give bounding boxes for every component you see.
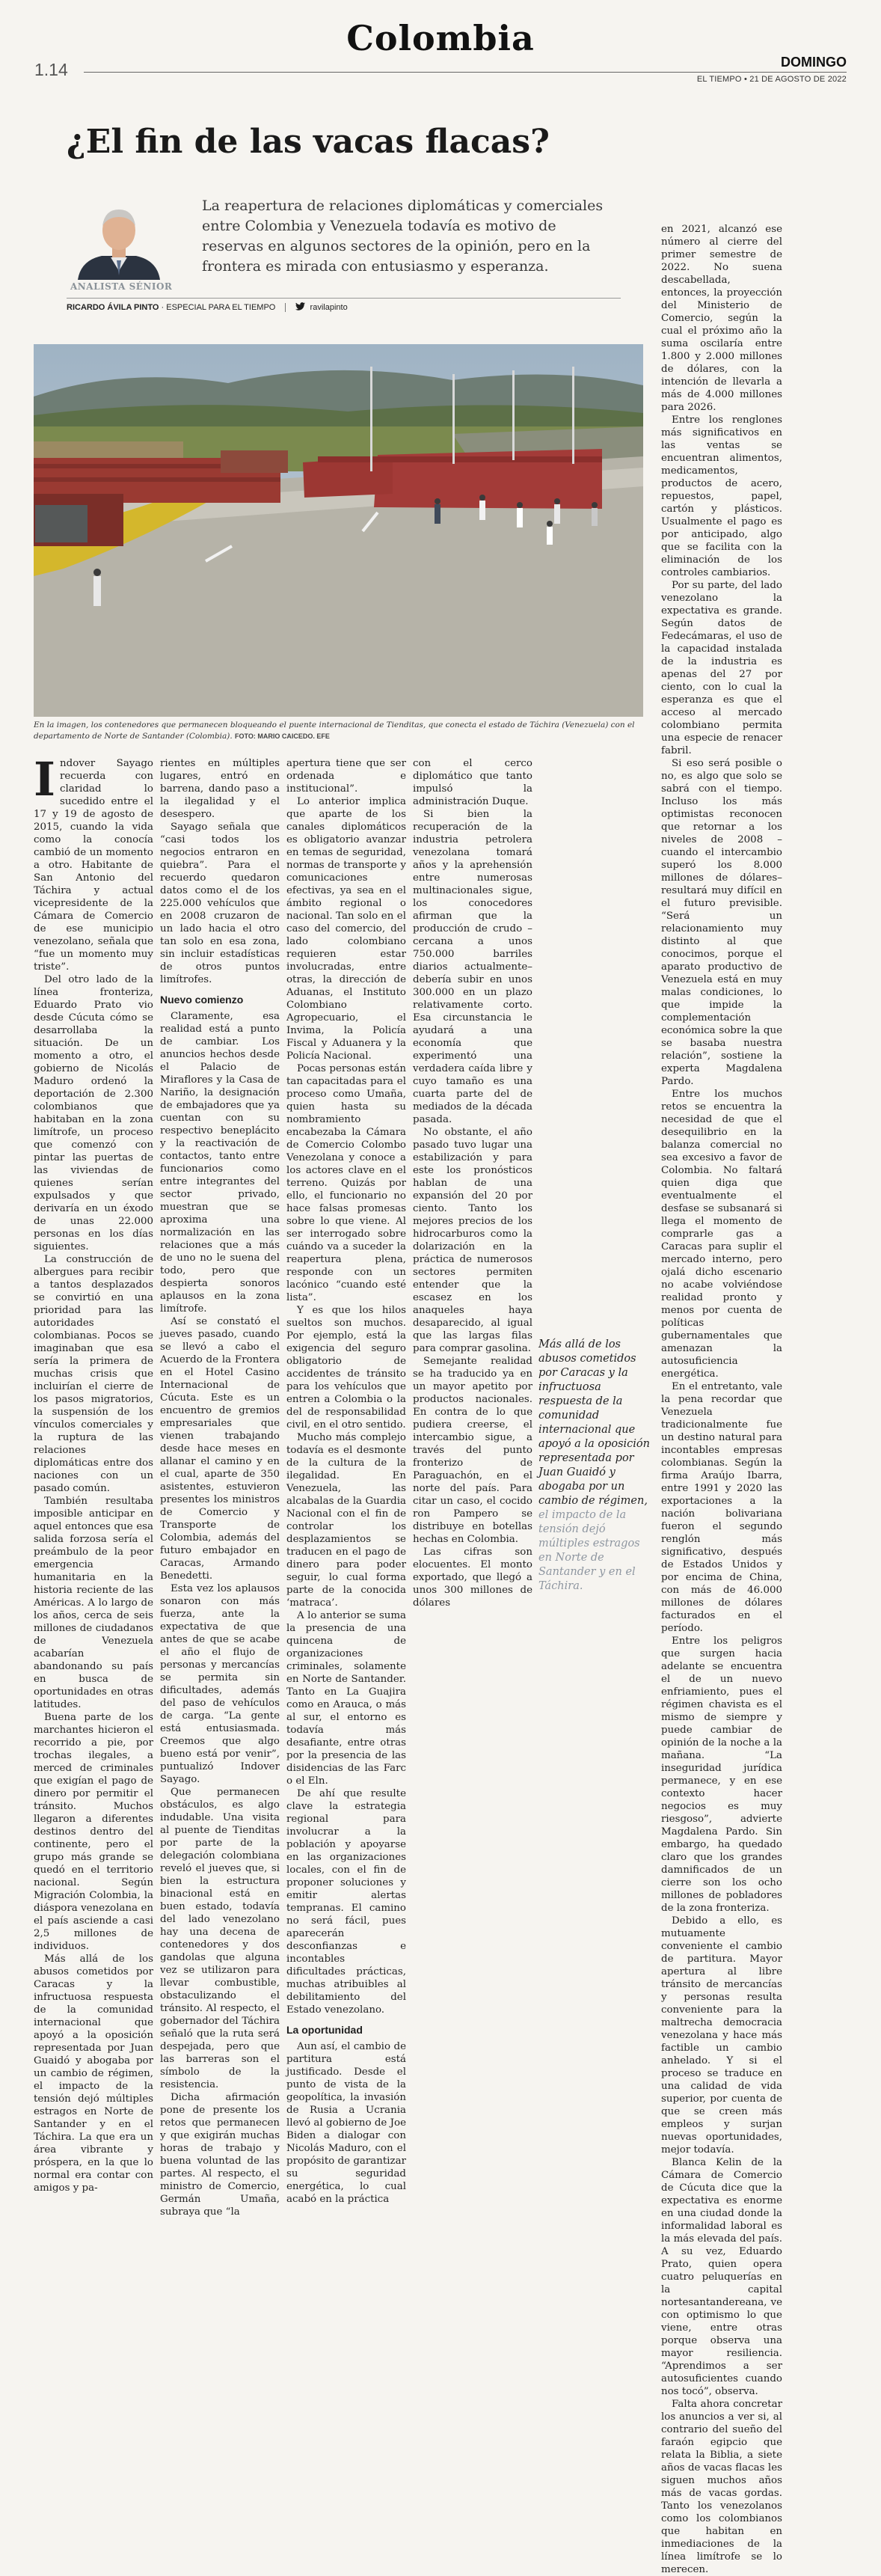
paragraph: Dicha afirmación pone de presente los retos que permanecen y que exigirán muchas horas de trabajo y buena voluntad de las partes. Al respecto, el ministro de Comercio, Germán Umaña, subraya que “la	[160, 2092, 280, 2218]
column-3	[286, 757, 406, 2206]
paragraph: apertura tiene que ser ordenada e institucional”.	[286, 758, 406, 795]
paragraph: Esta vez los aplausos sonaron con más fuerza, ante la expectativa de que antes de que se acabe el año el flujo de personas y mercancías se permita sin dificultades, además del paso de vehículos de carga. “La gente está entusiasmada. Creemos que algo bueno está por venir”, puntualizó Indover Sayago.	[160, 1583, 280, 1785]
twitter-handle[interactable]: ravilapinto	[310, 302, 348, 312]
paragraph: Mucho más complejo todavía es el desmonte de la cultura de la ilegalidad. En Venezuela, las alcabalas de la Guardia Nacional con el fin de controlar los desplazamientos se traducen en el pago de dinero para poder seguir, lo cual forma parte de la conocida ‘matraca’.	[286, 1432, 406, 1609]
paragraph: Por su parte, del lado venezolano la expectativa es grande. Según datos de Fedecámaras, el uso de la capacidad instalada de la industria es apenas del 27 por ciento, con lo cual la esperanza es que el acceso al mercado colombiano permita una especie de renacer fabril.	[661, 580, 782, 756]
paragraph: Entre los renglones más significativos en las ventas se encuentran alimentos, medicamentos, productos de acero, repuestos, papel, cartón y plásticos. Usualmente el pago es por anticipado, algo que se facilita con la eliminación de los controles cambiarios.	[661, 414, 782, 578]
paragraph: Y es que los hilos sueltos son muchos. Por ejemplo, está la exigencia del seguro obligatorio de accidentes de tránsito para los vehículos que entren a Colombia o la del de responsabilidad civil, en el otro sentido.	[286, 1305, 406, 1431]
paragraph: Así se constató el jueves pasado, cuando se llevó a cabo el Acuerdo de la Frontera en el Hotel Casino Internacional de Cúcuta. Este es un encuentro de gremios empresariales que vienen trabajando desde hace meses en allanar el camino y en el cual, aparte de 350 asistentes, estuvieron presentes los ministros de Comercio y Transporte de Colombia, además del futuro embajador en Caracas, Armando Benedetti.	[160, 1316, 280, 1582]
paragraph: con el cerco diplomático que tanto impulsó la administración Duque.	[413, 758, 532, 807]
paragraph: rientes en múltiples lugares, entró en barrena, dando paso a la ilegalidad y el desespero.	[160, 758, 280, 820]
byline	[67, 298, 621, 313]
paragraph: en 2021, alcanzó ese número al cierre del primer semestre de 2022. No suena descabellada, entonces, la proyección del Ministerio de Comercio, según la cual el próximo año la suma oscilaría entre 1.800 y 2.000 millones de dólares, con la intención de llevarla a más de 4.000 millones para 2026.	[661, 224, 782, 413]
paragraph: No obstante, el año pasado tuvo lugar una estabilización y para este los pronósticos hablan de una expansión del 20 por ciento. Tanto los mejores precios de los hidrocarburos como la dolarización en la práctica de numerosos sectores permiten entender que la escasez en los anaqueles haya desaparecido, al igual que las largas filas para comprar gasolina.	[413, 1127, 532, 1354]
paragraph	[34, 752, 153, 973]
paragraph: Claramente, esa realidad está a punto de cambiar. Los anuncios hechos desde el Palacio de Miraflores y la Casa de Nariño, la designación de embajadores que ya cuentan con su respectivo beneplácito y la reactivación de contactos, tanto entre funcionarios como entre integrantes del sector privado, muestran que se aproxima una normalización en las relaciones que a más de uno no le suena del todo, pero que despierta sonoros aplausos en la zona limítrofe.	[160, 1011, 280, 1315]
subheading: La oportunidad	[286, 2024, 363, 2036]
author-name: RICARDO ÁVILA PINTO	[67, 302, 159, 312]
paragraph: La construcción de albergues para recibir a tantos desplazados se convirtió en una prioridad para las autoridades colombianas. Pocos se imaginaban que esa sería la primera de muchas crisis que incluirían el cierre de los pasos migratorios, la suspensión de los vínculos comerciales y la ruptura de las relaciones diplomáticas entre dos naciones con un pasado común.	[34, 1254, 153, 1494]
paragraph-text: ndover Sayago recuerda con claridad lo sucedido entre el 17 y 19 de agosto de 2015, cuando la vida como la conocía cambió de un momento a otro. Habitante de San Antonio del Táchira y actual vicepresidente de la Cámara de Comercio de ese municipio venezolano, señala que “fue un momento muy triste”.	[34, 758, 153, 973]
twitter-icon	[295, 302, 305, 313]
paragraph: Aun así, el cambio de partitura está justificado. Desde el punto de vista de la geopolítica, la invasión de Rusia a Ucrania llevó al gobierno de Joe Biden a dialogar con Nicolás Maduro, con el propósito de garantizar su seguridad energética, lo cual acabó en la práctica	[286, 2041, 406, 2205]
paragraph: Si bien la recuperación de la industria petrolera venezolana tomará años y la aprehensión entre numerosas multinacionales sigue, los conocedores afirman que la producción de crudo –cercana a unos 750.000 barriles diarios actualmente– debería subir en unos 300.000 en un plazo relativamente corto. Esa circunstancia le ayudará a una economía que experimentó una verdadera caída libre y cuyo tamaño es una cuarta parte del de mediados de la década pasada.	[413, 809, 532, 1125]
author-affiliation: · ESPECIAL PARA EL TIEMPO	[161, 302, 276, 312]
caption-text: En la imagen, los contenedores que permanecen bloqueando el puente internacional de Tienditas, que conecta el estado de Táchira (Venezuela) con el departamento de Norte de Santander (Colombia).	[34, 721, 635, 741]
paragraph: Las cifras son elocuentes. El monto exportado, que llegó a unos 300 millones de dólares	[413, 1546, 532, 1609]
header-rule	[84, 72, 847, 73]
subheading: Nuevo comienzo	[160, 994, 244, 1006]
author-role: ANALISTA SÉNIOR	[70, 281, 173, 292]
paragraph: Semejante realidad se ha traducido ya en un mayor apetito por productos nacionales. En contra de lo que pudiera creerse, el intercambio sigue, a través del punto fronterizo de Paraguachón, en el norte del país. Para citar un caso, el cocido ron Pampero se distribuye en botellas hechas en Colombia.	[413, 1356, 532, 1545]
paragraph: Más allá de los abusos cometidos por Caracas y la infructuosa respuesta de la comunidad internacional que apoyó a la oposición representada por Juan Guaidó y abogaba por un cambio de régimen, el impacto de la tensión dejó múltiples estragos en Norte de Santander y en el Táchira. La que era un área vibrante y próspera, en la que lo normal era contar con amigos y pa-	[34, 1954, 153, 2194]
header-date: EL TIEMPO • 21 DE AGOSTO DE 2022	[696, 75, 847, 84]
column-4	[413, 757, 532, 1609]
paragraph: En el entretanto, vale la pena recordar que Venezuela tradicionalmente fue un destino natural para incontables empresas colombianas. Según la firma Araújo Ibarra, entre 1991 y 2020 las exportaciones a la nación bolivariana fueron el segundo renglón más significativo, después de Estados Unidos y por encima de China, con más de 46.000 millones de dólares facturados en el período.	[661, 1381, 782, 1634]
header-day: DOMINGO	[781, 55, 847, 70]
paragraph: Pocas personas están tan capacitadas para el proceso como Umaña, quien hasta su nombramiento encabezaba la Cámara de Comercio Colombo Venezolana y conoce a los actores clave en el terreno. Quizás por ello, el funcionario no hace falsas promesas sobre lo que viene. Al ser interrogado sobre cuándo va a suceder la reapertura plena, responde con un lacónico “cuando esté lista”.	[286, 1063, 406, 1303]
column-2	[160, 757, 280, 2218]
page-number: 1.14	[34, 60, 68, 79]
column-5	[661, 223, 782, 2576]
paragraph: También resultaba imposible anticipar en aquel entonces que esa salida forzosa sería el preámbulo de la peor emergencia humanitaria en la historia reciente de las Américas. A lo largo de los años, cerca de seis millones de ciudadanos de Venezuela acabarían abandonando su país en busca de oportunidades en otras latitudes.	[34, 1496, 153, 1710]
section-title: Colombia	[346, 18, 535, 58]
column-1	[34, 752, 153, 2194]
photo-caption	[34, 720, 643, 742]
paragraph: Falta ahora concretar los anuncios a ver si, al contrario del sueño del faraón egipcio que relata la Biblia, a siete años de vacas flacas les siguen muchos años más de vacas gordas. Tanto los venezolanos como los colombianos que habitan en inmediaciones de la línea limítrofe se lo merecen.	[661, 2399, 782, 2575]
article-lead: La reapertura de relaciones diplomáticas y comerciales entre Colombia y Venezuela todavía es motivo de reservas en algunos sectores de la opinión, pero en la frontera es mirada con entusiasmo y esperanza.	[202, 198, 604, 275]
paragraph: Del otro lado de la línea fronteriza, Eduardo Prato vio desde Cúcuta cómo se desarrollaba la situación. De un momento a otro, el gobierno de Nicolás Maduro ordenó la deportación de 2.300 colombianos que habitaban en la zona limítrofe, un proceso que comenzó con pintar las puertas de las viviendas de quienes serían expulsados y que derivaría en un éxodo de unas 22.000 personas en los días siguientes.	[34, 974, 153, 1252]
article-photo	[34, 344, 643, 717]
paragraph: Entre los peligros que surgen hacia adelante se encuentra el de un nuevo enfriamiento, pues el régimen chavista es el mismo de siempre y puede cambiar de opinión de la noche a la mañana. “La inseguridad jurídica permanece, y en ese contexto hacer negocios es muy riesgoso”, advierte Magdalena Pardo. Sin embargo, ha quedado claro que los grandes damnificados de un cierre son los ocho millones de pobladores de la zona fronteriza.	[661, 1636, 782, 1914]
paragraph: A lo anterior se suma la presencia de una quincena de organizaciones criminales, solamente en Norte de Santander. Tanto en La Guajira como en Arauca, o más al sur, el entorno es todavía más desafiante, entre otras por la presencia de las disidencias de las Farc o el Eln.	[286, 1610, 406, 1787]
paragraph: De ahí que resulte clave la estrategia regional para involucrar a la población y apoyarse en las organizaciones locales, con el fin de proponer soluciones y emitir alertas tempranas. El camino no será fácil, pues aparecerán desconfianzas e incontables dificultades prácticas, muchas atribuibles al debilitamiento del Estado venezolano.	[286, 1788, 406, 2016]
pull-quote-accent: el impacto de la tensión dejó múltiples estragos en Norte de Santander y en el Táchira.	[538, 1509, 640, 1592]
paragraph: Debido a ello, es mutuamente conveniente el cambio de partitura. Mayor apertura al libre tránsito de mercancías y personas resulta conveniente para la maltrecha democracia venezolana y hace más factible un cambio anhelado. Y si el proceso se traduce en una calidad de vida superior, por cuenta de que se creen más empleos y surjan nuevas oportunidades, mejor todavía.	[661, 1915, 782, 2156]
author-photo	[70, 198, 168, 280]
drop-cap: I	[34, 752, 56, 807]
paragraph: Blanca Kelin de la Cámara de Comercio de Cúcuta dice que la expectativa es enorme en una ciudad donde la informalidad laboral es la más elevada del país. A su vez, Eduardo Prato, quien opera cuatro peluquerías en la capital nortesantandereana, ve con optimismo lo que viene, entre otras porque observa una mayor resiliencia. “Aprendimos a ser autosuficientes cuando nos tocó”, observa.	[661, 2157, 782, 2397]
paragraph: Lo anterior implica que aparte de los canales diplomáticos es obligatorio avanzar en temas de seguridad, normas de transporte y comunicaciones efectivas, ya sea en el ámbito regional o nacional. Tan solo en el caso del comercio, del lado colombiano requieren estar involucradas, entre otras, la dirección de Aduanas, el Instituto Colombiano Agropecuario, el Invima, la Policía Fiscal y Aduanera y la Policía Nacional.	[286, 796, 406, 1062]
paragraph: Buena parte de los marchantes hicieron el recorrido a pie, por trochas ilegales, a merced de criminales que exigían el pago de dinero por permitir el tránsito. Muchos llegaron a diferentes destinos dentro del continente, pero el grupo más grande se quedó en el territorio nacional. Según Migración Colombia, la diáspora venezolana en el país asciende a casi 2,5 millones de individuos.	[34, 1712, 153, 1952]
byline-divider	[285, 303, 286, 312]
paragraph: Que permanecen obstáculos, es algo indudable. Una visita al puente de Tienditas por parte de la delegación colombiana reveló el jueves que, si bien la estructura binacional está en buen estado, todavía del lado venezolano hay una decena de contenedores y dos gandolas que alguna vez se utilizaron para llevar combustible, obstaculizando el tránsito. Al respecto, el gobernador del Táchira señaló que la ruta será despejada, pero que las barreras son el símbolo de la resistencia.	[160, 1787, 280, 2090]
pull-quote	[538, 1338, 652, 1594]
paragraph: Si eso será posible o no, es algo que solo se sabrá con el tiempo. Incluso los más optimistas reconocen que retornar a los niveles de 2008 –cuando el intercambio superó los 8.000 millones de dólares– resultará muy difícil en el futuro previsible. “Será un relacionamiento muy distinto al que conocimos, porque el aparato productivo de Venezuela está en muy malas condiciones, lo que impide la complementación económica sobre la que se basaba nuestra relación”, sostiene la experta Magdalena Pardo.	[661, 758, 782, 1087]
article-headline: ¿El fin de las vacas flacas?	[67, 123, 550, 161]
paragraph: Entre los muchos retos se encuentra la necesidad de que el desequilibrio en la balanza comercial no sea excesivo a favor de Colombia. No faltará quien diga que eventualmente el desfase se subsanará si llega el momento de comprarle gas a Caracas para suplir el mercado interno, pero ojalá dicho escenario no acabe volviéndose realidad pronto y menos por cuenta de políticas gubernamentales que amenazan la autosuficiencia energética.	[661, 1089, 782, 1380]
paragraph: Sayago señala que “casi todos los negocios entraron en quiebra”. Para el recuerdo quedaron datos como el de los 225.000 vehículos que en 2008 cruzaron de un lado hacia el otro tan solo en esa zona, sin incluir estadísticas de otros puntos limítrofes.	[160, 822, 280, 985]
pull-quote-text: Más allá de los abusos cometidos por Caracas y la infructuosa respuesta de la comunidad internacional que apoyó a la oposición representada por Juan Guaidó y abogaba por un cambio de régimen,	[538, 1339, 650, 1507]
caption-credit: FOTO: MARIO CAICEDO. EFE	[235, 732, 330, 740]
